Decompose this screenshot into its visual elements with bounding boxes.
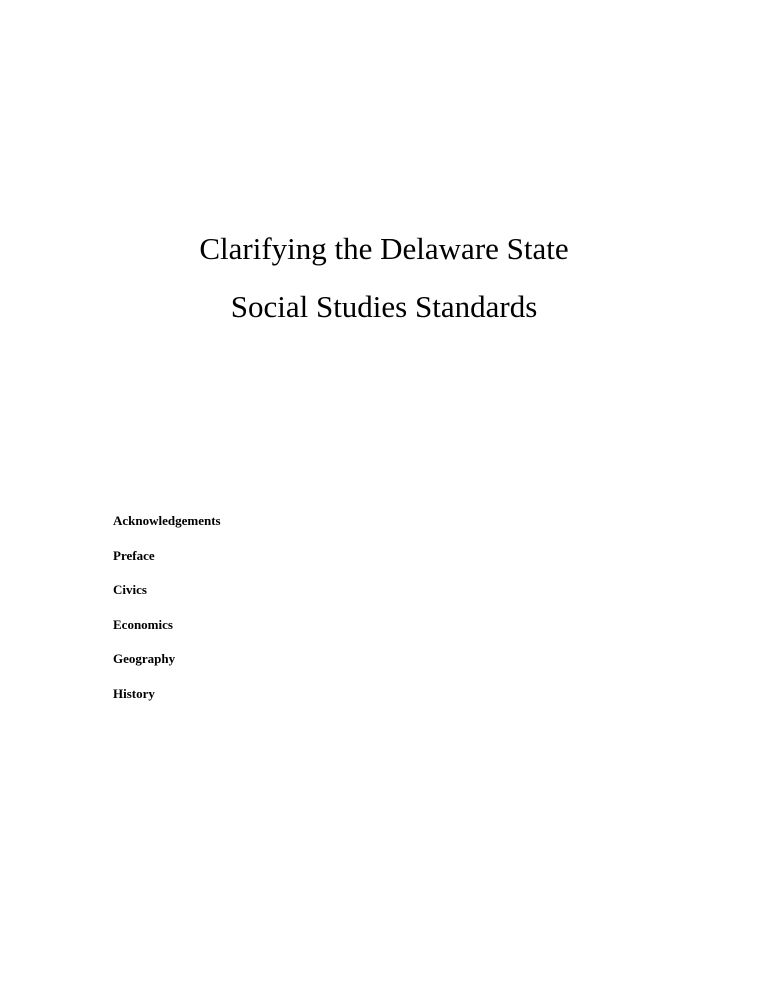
title-line-1: Clarifying the Delaware State — [199, 231, 569, 266]
toc-item-economics[interactable]: Economics — [113, 616, 173, 632]
toc-item-civics[interactable]: Civics — [113, 582, 147, 597]
title-line-2: Social Studies Standards — [230, 289, 538, 324]
toc-item-history[interactable]: History — [113, 685, 155, 701]
toc-item-acknowledgements[interactable]: Acknowledgements — [113, 513, 221, 528]
table-of-contents — [113, 512, 513, 719]
toc-item-preface[interactable]: Preface — [113, 547, 155, 563]
document-title — [0, 230, 768, 346]
toc-item-geography[interactable]: Geography — [113, 651, 176, 666]
